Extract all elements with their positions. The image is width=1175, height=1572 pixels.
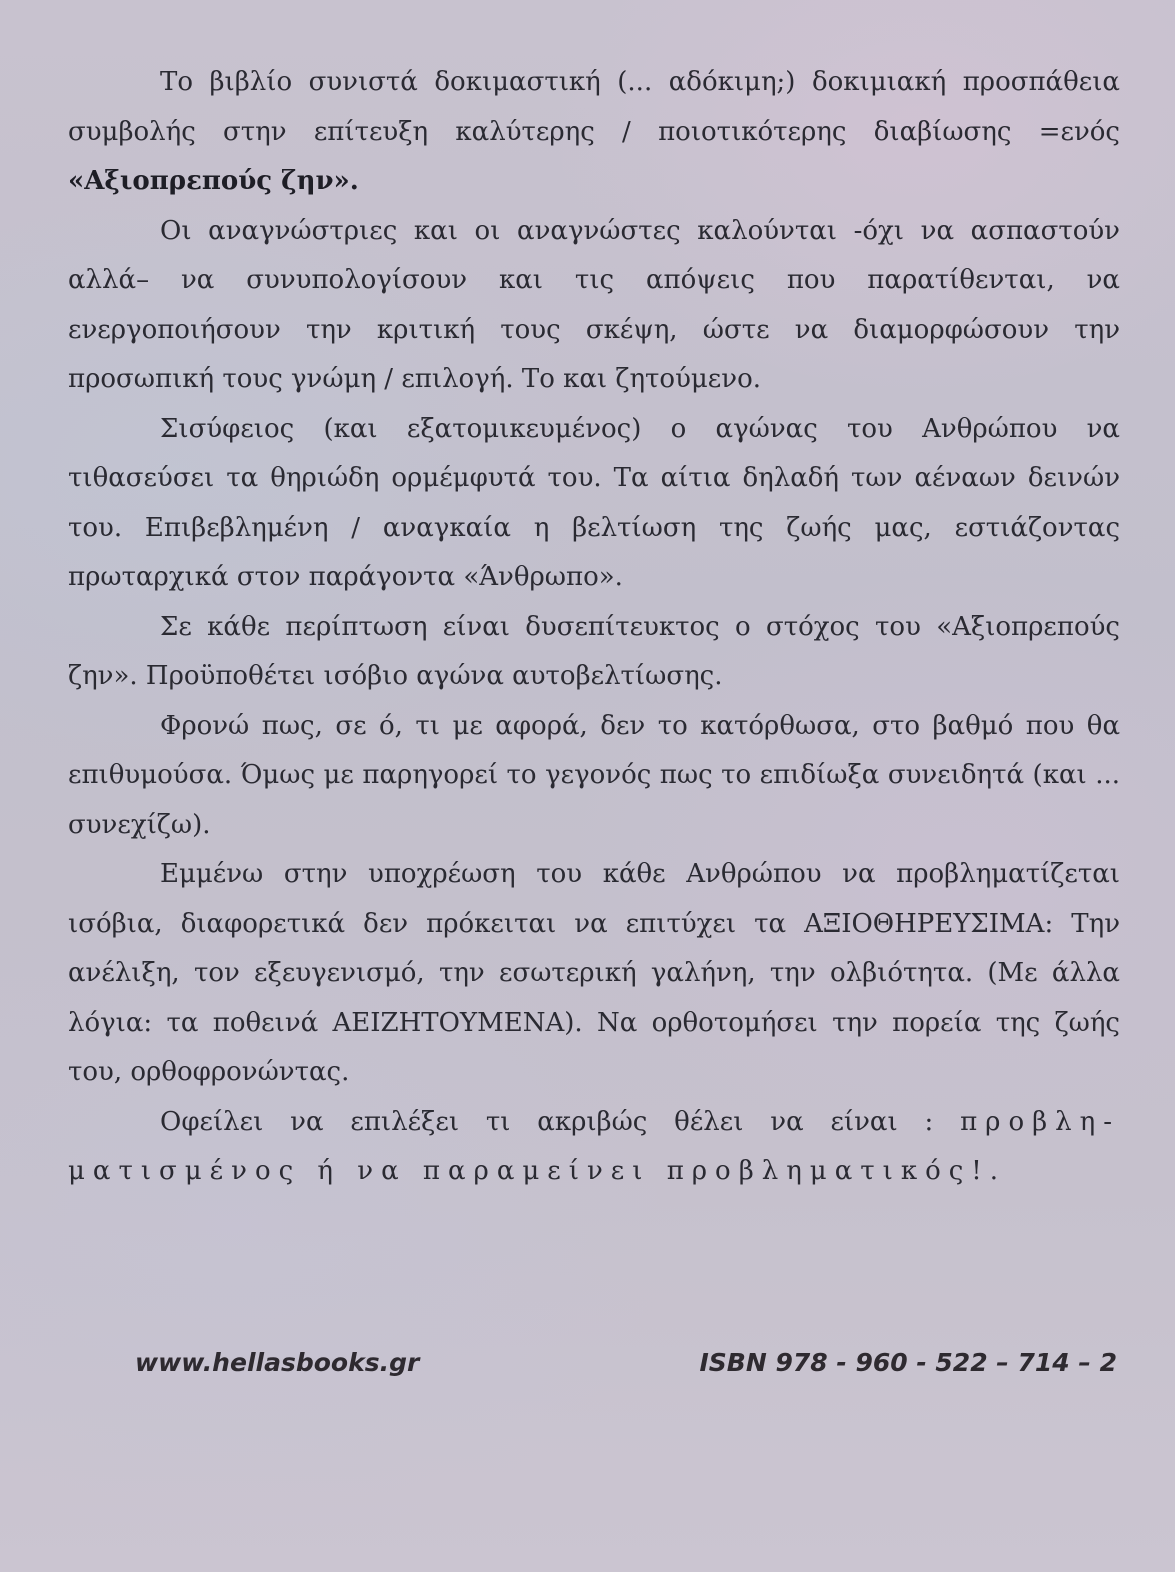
paragraph-3: Σισύφειος (και εξατομικευμένος) ο αγώνας του Ανθρώπου να τιθασεύσει τα θηριώδη ορμέμφυτά του. Τα αίτια δηλαδή των αέναων δεινών του. Επιβεβλημένη / αναγκαία η βελτίωση της ζωής μας, εστιάζοντας πρωταρχικά στον παράγοντα «Άνθρωπο». [68, 413, 1120, 592]
paragraph-1 [68, 58, 1120, 207]
paragraph-2: Οι αναγνώστριες και οι αναγνώστες καλούνται -όχι να ασπαστούν αλλά– να συνυπολογίσουν και τις απόψεις που παρατίθενται, να ενεργοποιήσουν την κριτική τους σκέψη, ώστε να διαμορφώσουν την προσωπική τους γνώμη / επιλογή. Το και ζητούμενο. [68, 215, 1120, 394]
paragraph-7-spaced-text: προβλη- ματισμένος ή να παραμείνει προβληματικός!. [68, 1106, 1120, 1186]
body-text [68, 58, 1120, 1197]
paragraph-5: Φρονώ πως, σε ό, τι με αφορά, δεν το κατόρθωσα, στο βαθμό που θα επιθυμούσα. Όμως με παρηγορεί το γεγονός πως το επιδίωξα συνειδητά (και ... συνεχίζω). [68, 710, 1120, 840]
paragraph-7 [68, 1098, 1120, 1197]
paragraph-1-text: Το βιβλίο συνιστά δοκιμαστική (... αδόκιμη;) δοκιμιακή προσπάθεια συμβολής στην επίτευξη καλύτερης / ποιοτικότερης διαβίωσης =ενός [68, 67, 1120, 147]
book-title-quote: «Αξιοπρεπούς ζην». [68, 166, 359, 196]
isbn-number: ISBN 978 - 960 - 522 – 714 – 2 [699, 1348, 1117, 1377]
publisher-website: www.hellasbooks.gr [135, 1348, 420, 1377]
paragraph-4: Σε κάθε περίπτωση είναι δυσεπίτευκτος ο στόχος του «Αξιοπρεπούς ζην». Προϋποθέτει ισόβιο αγώνα αυτοβελτίωσης. [68, 611, 1120, 691]
paragraph-6: Εμμένω στην υποχρέωση του κάθε Ανθρώπου να προβληματίζεται ισόβια, διαφορετικά δεν πρόκειται να επιτύχει τα ΑΞΙΟΘΗΡΕΥΣΙΜΑ: Την ανέλιξη, τον εξευγενισμό, την εσωτερική γαλήνη, την ολβιότητα. (Με άλλα λόγια: τα ποθεινά ΑΕΙΖΗΤΟΥΜΕΝΑ). Να ορθοτομήσει την πορεία της ζωής του, ορθοφρονώντας. [68, 859, 1120, 1087]
paragraph-7-text: Οφείλει να επιλέξει τι ακριβώς θέλει να είναι : [160, 1106, 961, 1137]
footer [135, 1348, 1117, 1377]
